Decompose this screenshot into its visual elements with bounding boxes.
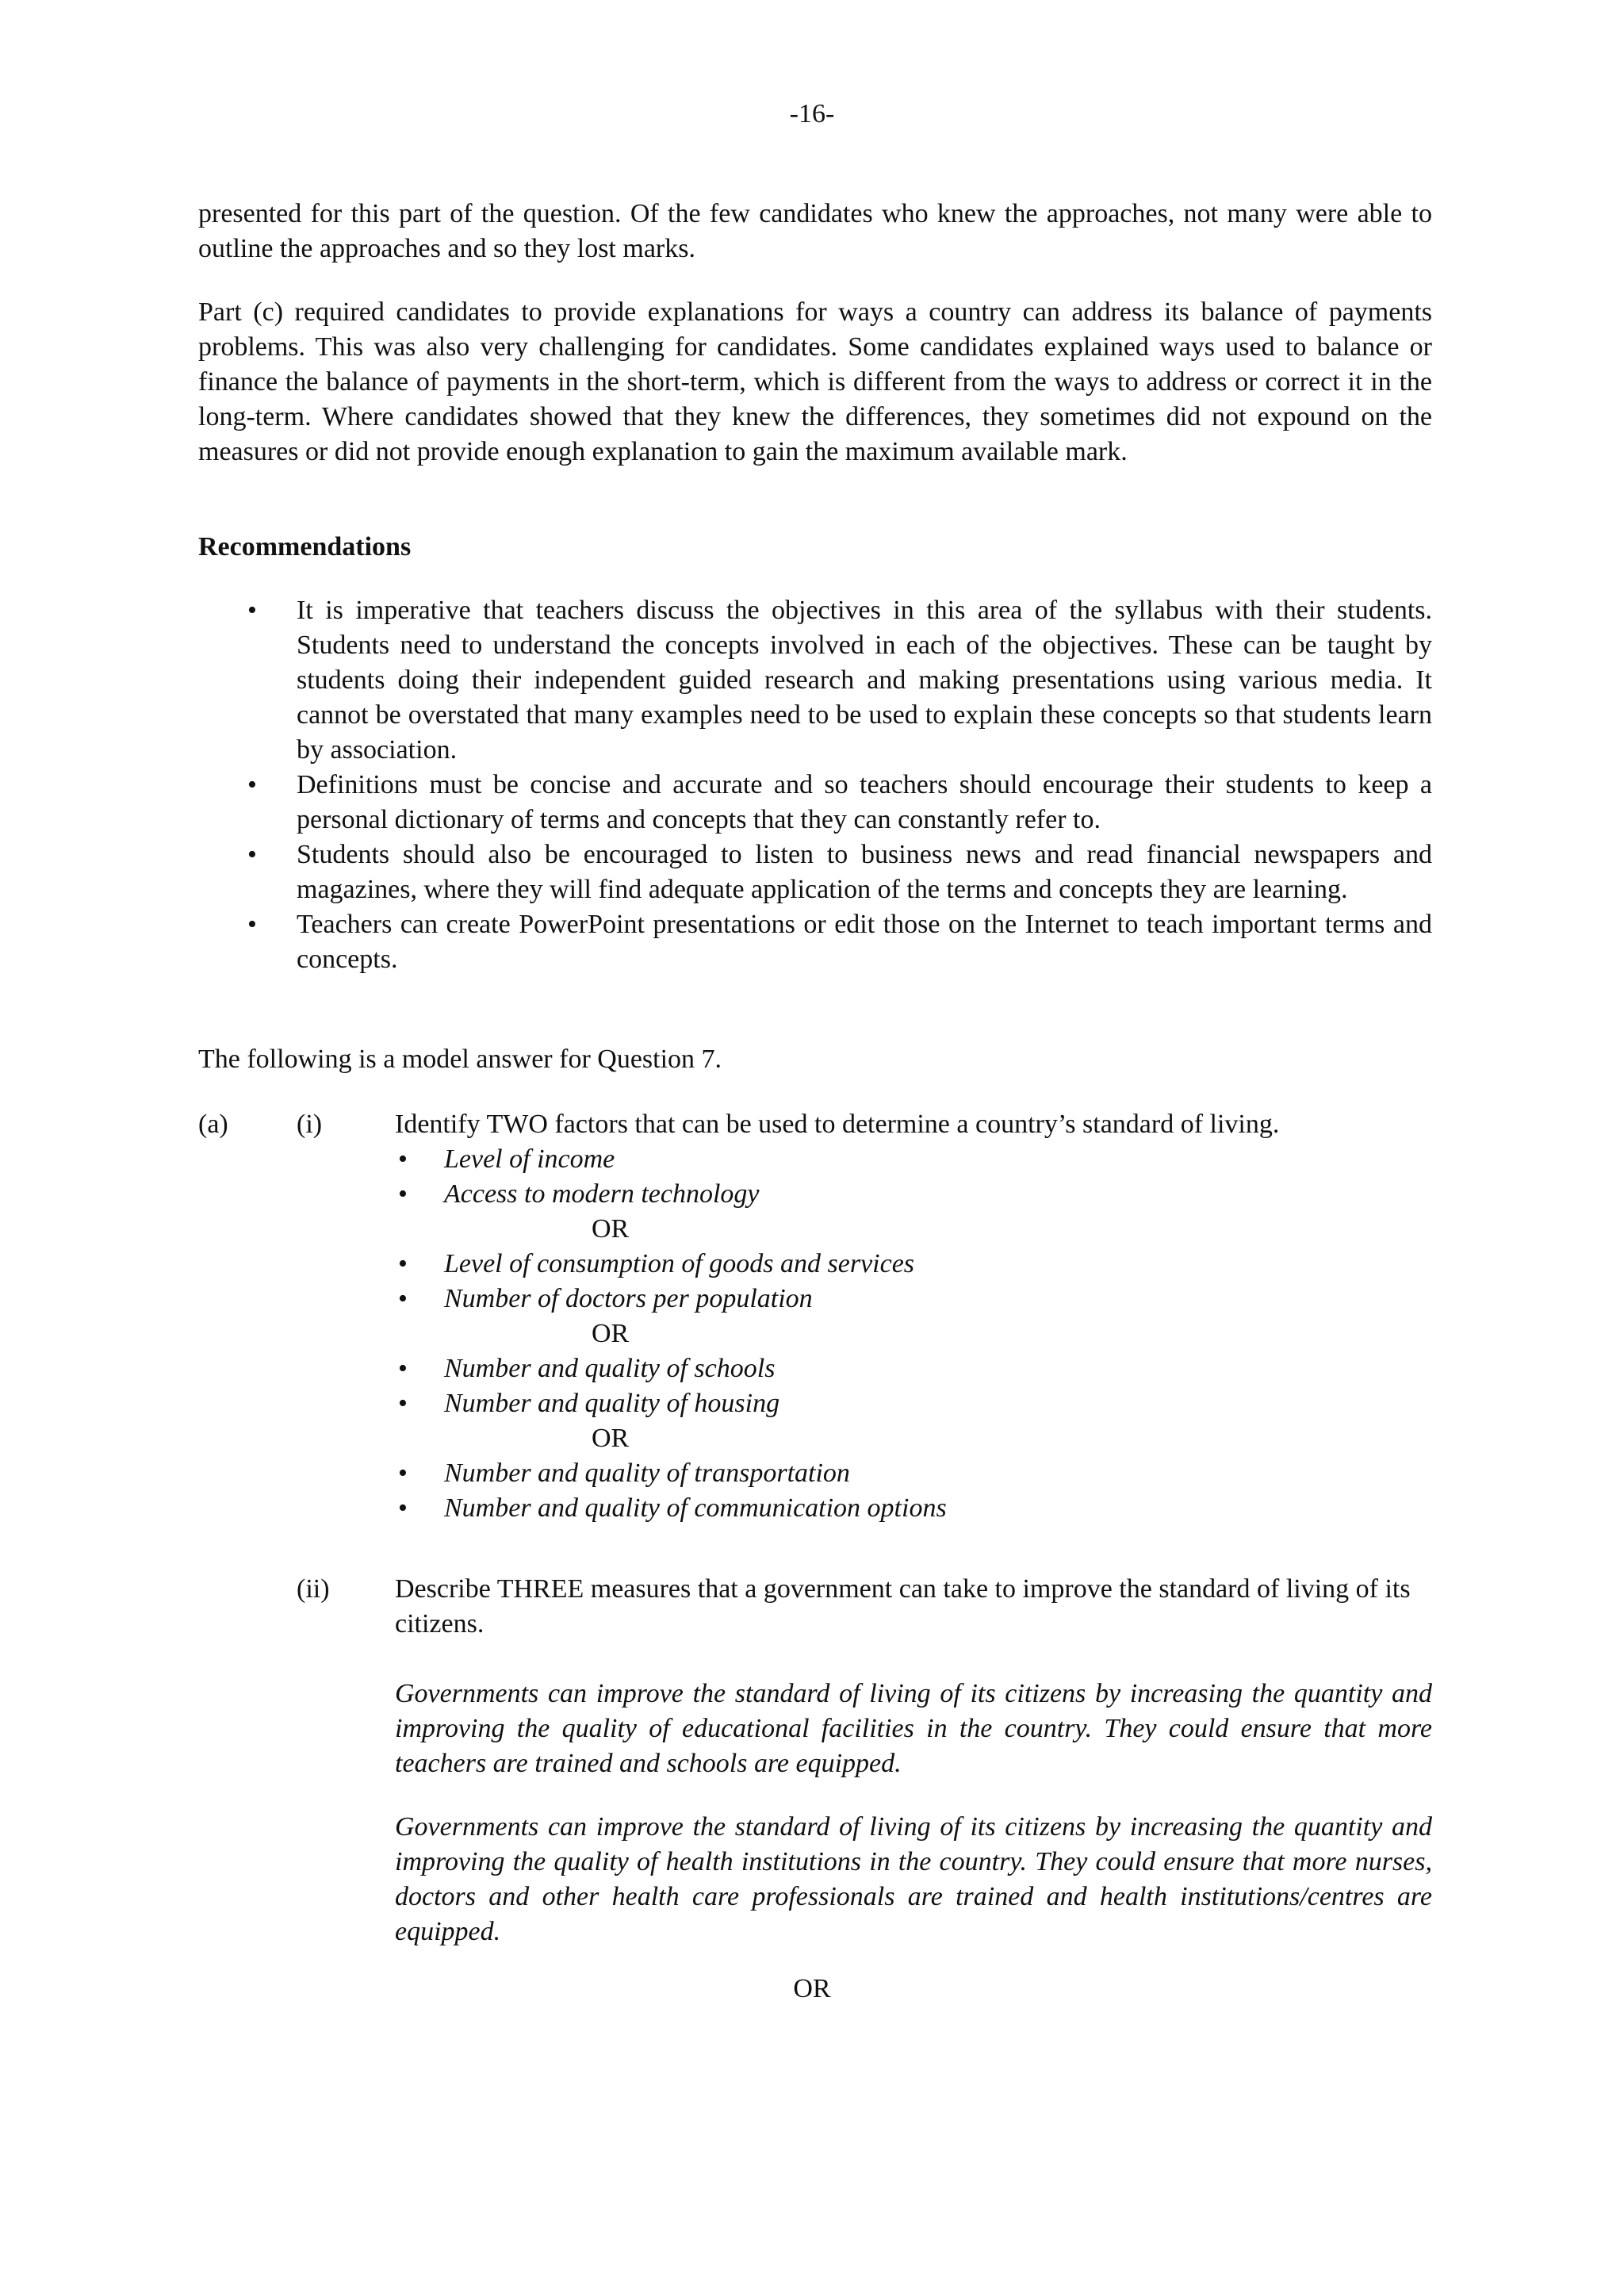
answer-item: • Number and quality of transportation [395,1456,1432,1491]
part-ii-label: (ii) [297,1574,330,1604]
part-ii-answer-health: Governments can improve the standard of living of its citizens by increasing the quantity and improving the quality of health institutions in the country. They could ensure that more nurses, doctors and other health care professionals are trained and health institutions/centres are equipped. [395,1812,1432,1946]
answer-item: • Number of doctors per population [395,1282,1432,1317]
question-a-label: (a) [198,1110,228,1139]
or-separator: OR [592,1424,630,1453]
or-separator: OR [592,1214,630,1244]
part-i-question: Identify TWO factors that can be used to determine a country’s standard of living. [395,1110,1280,1139]
answer-item: • Number and quality of schools [395,1351,1432,1386]
part-ii-answer-education: Governments can improve the standard of living of its citizens by increasing the quantity and improving the quality of educational facilities in the country. They could ensure that more teachers are trained and schools are equipped. [395,1679,1432,1778]
part-i-label: (i) [297,1110,323,1139]
answer-item: • Number and quality of housing [395,1386,1432,1421]
answer-item: • Access to modern technology [395,1177,1432,1212]
recommendations-list [198,593,1432,977]
answer-item: • Level of consumption of goods and services [395,1247,1432,1282]
recommendation-item: • Students should also be encouraged to listen to business news and read financial newspapers and magazines, where they will find adequate application of the terms and concepts they are learning. [198,838,1432,907]
or-separator: OR [793,1974,831,2003]
model-answer-intro: The following is a model answer for Question 7. [198,1045,722,1074]
part-ii-question: Describe THREE measures that a government can take to improve the standard of living of its citizens. [395,1574,1411,1639]
recommendations-heading: Recommendations [198,532,412,562]
recommendation-item: • It is imperative that teachers discuss the objectives in this area of the syllabus with their students. Students need to understand the concepts involved in each of the objectives. These can be taught by students doing their independent guided research and making presentations using various media. It cannot be overstated that many examples need to be used to explain these concepts so that students learn by association. [198,593,1432,768]
answer-item: • Number and quality of communication options [395,1491,1432,1526]
page-number: -16- [789,99,835,128]
intro-paragraph: presented for this part of the question. Of the few candidates who knew the approaches, not many were able to outline the approaches and so they lost marks. [198,199,1432,263]
or-separator: OR [592,1319,630,1348]
recommendation-item: • Teachers can create PowerPoint presentations or edit those on the Internet to teach important terms and concepts. [198,907,1432,977]
part-c-paragraph: Part (c) required candidates to provide explanations for ways a country can address its balance of payments problems. This was also very challenging for candidates. Some candidates explained ways used to balance or finance the balance of payments in the short-term, which is different from the ways to address or correct it in the long-term. Where candidates showed that they knew the differences, they sometimes did not expound on the measures or did not provide enough explanation to gain the maximum available mark. [198,297,1432,466]
part-i-answer-list [395,1142,1432,1526]
recommendation-item: • Definitions must be concise and accurate and so teachers should encourage their students to keep a personal dictionary of terms and concepts that they can constantly refer to. [198,768,1432,838]
answer-item: • Level of income [395,1142,1432,1177]
